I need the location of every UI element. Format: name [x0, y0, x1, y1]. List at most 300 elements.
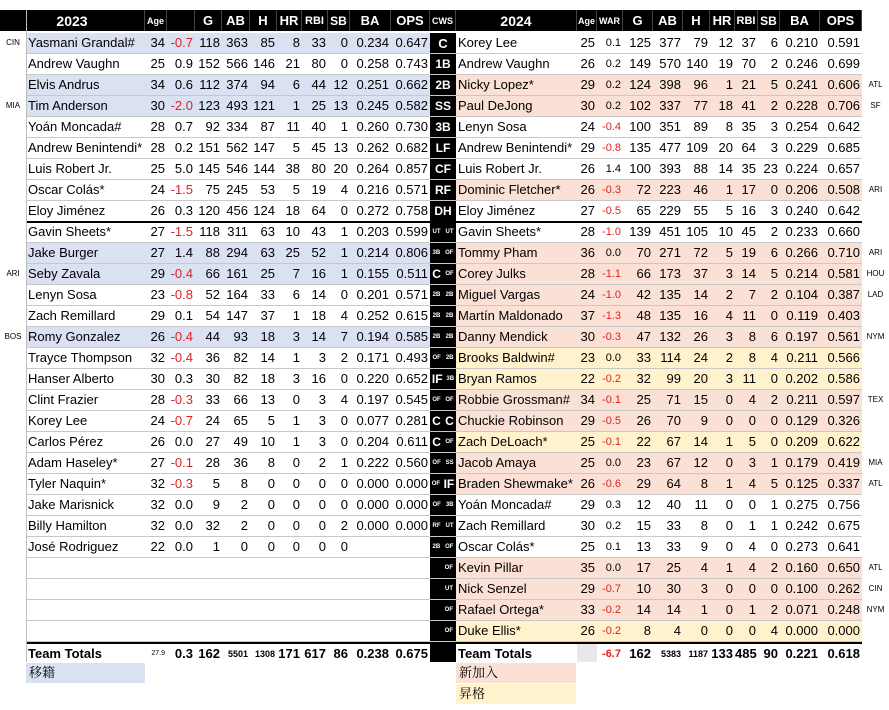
stat-2023-g: 32	[195, 516, 222, 536]
stat-2024-h: 109	[683, 138, 710, 158]
stat-2024-hr: 3	[710, 369, 735, 389]
stat-2024-g: 17	[623, 558, 653, 578]
stat-2023-g: 33	[195, 390, 222, 410]
stat-2024-hr: 5	[710, 243, 735, 263]
stat-2023-ab: 66	[222, 390, 250, 410]
stat-2024-g: 10	[623, 579, 653, 599]
stat-2024-h: 4	[683, 558, 710, 578]
stat-2023-ab: 161	[222, 264, 250, 284]
stat-2024-ba: 0.254	[780, 117, 820, 137]
stat-2023-ba: 0.000	[350, 516, 391, 536]
stat-2024-ba: 0.214	[780, 264, 820, 284]
position-2024: 2B	[445, 292, 454, 298]
stat-2024-h: 14	[683, 432, 710, 452]
player-name-2024: Corey Julks	[456, 264, 577, 284]
player-name-2023: Billy Hamilton	[26, 516, 145, 536]
player-name-2023: Zach Remillard	[26, 306, 145, 326]
stat-2023-ops: 0.582	[391, 96, 430, 116]
stat-2023-h: 33	[250, 285, 277, 305]
stat-2024-ab: 114	[653, 348, 683, 368]
stat-2023-sb: 0	[328, 495, 350, 515]
stat-2023-g: 5	[195, 474, 222, 494]
stat-2024-a: 27	[577, 201, 597, 221]
stat-2024-hr: 0	[710, 516, 735, 536]
stat-2024-ops: 0.561	[820, 327, 862, 347]
stat-2024-w: 0.0	[597, 243, 623, 263]
stat-2024-w: -0.7	[597, 579, 623, 599]
stat-2023-g	[195, 600, 222, 620]
player-name-2024: Luis Robert Jr.	[456, 159, 577, 179]
stat-2023-w: 0.9	[167, 54, 195, 74]
totals-middle-box	[430, 642, 456, 662]
stat-2024-g: 29	[623, 474, 653, 494]
stat-2024-rbi: 35	[735, 159, 758, 179]
stat-2023-w: -0.8	[167, 285, 195, 305]
position-box: CF	[430, 159, 456, 179]
stat-2023-hr: 0	[277, 495, 302, 515]
stat-2024-hr: 0	[710, 600, 735, 620]
player-name-2023: Luis Robert Jr.	[26, 159, 145, 179]
player-name-2023: Romy Gonzalez	[26, 327, 145, 347]
header-left-blank	[167, 10, 195, 31]
stat-2024-rbi: 21	[735, 75, 758, 95]
stat-2023-h: 0	[250, 537, 277, 557]
stat-2024-w: 0.0	[597, 453, 623, 473]
stat-2023-rbi: 16	[302, 369, 328, 389]
stat-2023-rbi: 2	[302, 453, 328, 473]
stat-2024-ops: 0.642	[820, 201, 862, 221]
team-totals-2023-g: 162	[195, 642, 222, 662]
stat-2024-ops: 0.756	[820, 495, 862, 515]
stat-2023-ba	[350, 600, 391, 620]
header-2023: 2023	[0, 10, 145, 31]
stat-2023-sb	[328, 558, 350, 578]
stat-2023-w: 1.4	[167, 243, 195, 263]
stat-2023-ops: 0.682	[391, 138, 430, 158]
stat-2023-h: 14	[250, 348, 277, 368]
team-totals-2023-rbi: 617	[302, 642, 328, 662]
stat-2023-h	[250, 600, 277, 620]
player-name-2023: Tyler Naquin*	[26, 474, 145, 494]
stat-2024-rbi: 8	[735, 348, 758, 368]
stat-2023-ops: 0.857	[391, 159, 430, 179]
stat-2024-w: -0.3	[597, 327, 623, 347]
position-2023: OF	[432, 502, 441, 508]
stat-2024-ops: 0.642	[820, 117, 862, 137]
stat-2023-sb: 0	[328, 54, 350, 74]
stat-2023-hr: 38	[277, 159, 302, 179]
stat-2023-h	[250, 579, 277, 599]
stat-2023-ops: 0.281	[391, 411, 430, 431]
stat-2024-g: 135	[623, 138, 653, 158]
stat-2024-hr: 0	[710, 621, 735, 641]
stat-2023-a	[145, 621, 167, 641]
stat-2024-h: 20	[683, 369, 710, 389]
stat-2023-rbi	[302, 600, 328, 620]
stat-2023-rbi: 3	[302, 432, 328, 452]
stat-2023-sb: 20	[328, 159, 350, 179]
player-name-2023: Adam Haseley*	[26, 453, 145, 473]
stat-2023-h: 13	[250, 390, 277, 410]
stat-2023-rbi: 25	[302, 96, 328, 116]
team-totals-2024-label: Team Totals	[456, 642, 577, 662]
stat-2024-a: 28	[577, 222, 597, 242]
header-right-age: Age	[577, 10, 597, 31]
stat-2024-ba: 0.233	[780, 222, 820, 242]
stat-2024-g: 100	[623, 117, 653, 137]
stat-2024-h: 9	[683, 537, 710, 557]
stat-2023-hr: 0	[277, 516, 302, 536]
stat-2024-ops: 0.586	[820, 369, 862, 389]
stat-2024-ba: 0.071	[780, 600, 820, 620]
stat-2023-rbi: 0	[302, 495, 328, 515]
stat-2023-w: 0.0	[167, 516, 195, 536]
stat-2023-w: -0.3	[167, 390, 195, 410]
header-left-hr: HR	[277, 10, 302, 31]
stat-2023-sb: 0	[328, 474, 350, 494]
stat-2024-sb: 3	[758, 117, 780, 137]
stat-2024-g: 42	[623, 285, 653, 305]
player-name-2024: Tommy Pham	[456, 243, 577, 263]
stat-2024-w: 0.1	[597, 537, 623, 557]
stat-2024-w: -1.0	[597, 222, 623, 242]
stat-2024-ba: 0.210	[780, 33, 820, 53]
stat-2024-ab: 132	[653, 327, 683, 347]
header-left-age: Age	[145, 10, 167, 31]
stat-2023-a	[145, 600, 167, 620]
stat-2023-hr: 10	[277, 222, 302, 242]
stat-2024-rbi: 4	[735, 558, 758, 578]
stat-2024-hr: 0	[710, 495, 735, 515]
stat-2024-ab: 223	[653, 180, 683, 200]
position-box: 3B	[430, 117, 456, 137]
stat-2024-h: 8	[683, 474, 710, 494]
stat-2023-ba: 0.252	[350, 306, 391, 326]
stat-2023-ab: 363	[222, 33, 250, 53]
stat-2023-a: 28	[145, 138, 167, 158]
stat-2023-sb: 13	[328, 138, 350, 158]
stat-2024-h: 15	[683, 390, 710, 410]
stat-2023-w: 0.7	[167, 117, 195, 137]
stat-2023-hr: 1	[277, 432, 302, 452]
stat-2023-sb: 4	[328, 390, 350, 410]
stat-2024-hr: 5	[710, 201, 735, 221]
stat-2023-sb: 1	[328, 453, 350, 473]
stat-2024-sb: 2	[758, 390, 780, 410]
stat-2024-g: 139	[623, 222, 653, 242]
stat-2024-ba: 0.100	[780, 579, 820, 599]
stat-2023-g	[195, 579, 222, 599]
player-name-2024: Zach DeLoach*	[456, 432, 577, 452]
stat-2023-ba: 0.245	[350, 96, 391, 116]
stat-2023-ba: 0.251	[350, 75, 391, 95]
position-2024: 2B	[445, 355, 454, 361]
stat-2024-rbi: 7	[735, 285, 758, 305]
stat-2023-ab: 334	[222, 117, 250, 137]
player-name-2023	[26, 558, 145, 578]
stat-2023-ops: 0.571	[391, 285, 430, 305]
stat-2024-ba: 0.119	[780, 306, 820, 326]
player-name-2023: Oscar Colás*	[26, 180, 145, 200]
stat-2023-h	[250, 621, 277, 641]
stat-2024-ops: 0.419	[820, 453, 862, 473]
stat-2023-a: 34	[145, 75, 167, 95]
stat-2023-sb: 0	[328, 537, 350, 557]
table-border	[26, 10, 27, 662]
stat-2024-w: -0.1	[597, 390, 623, 410]
stat-2023-ba	[350, 558, 391, 578]
stat-2024-ba: 0.160	[780, 558, 820, 578]
stat-2024-ab: 14	[653, 600, 683, 620]
stat-2023-hr: 5	[277, 180, 302, 200]
stat-2023-w: -1.5	[167, 180, 195, 200]
stat-2023-a: 30	[145, 369, 167, 389]
stat-2023-rbi: 45	[302, 138, 328, 158]
header-right-g: G	[623, 10, 653, 31]
stat-2023-hr	[277, 600, 302, 620]
row-note-right: CIN	[868, 584, 883, 593]
stat-2024-sb: 3	[758, 138, 780, 158]
stat-2024-hr: 12	[710, 33, 735, 53]
player-name-2024: Gavin Sheets*	[456, 222, 577, 242]
stat-2024-w: -0.2	[597, 600, 623, 620]
stat-2024-sb: 2	[758, 222, 780, 242]
stat-2024-w: 0.0	[597, 558, 623, 578]
stat-2023-ab	[222, 579, 250, 599]
position-box	[430, 243, 456, 263]
stat-2024-rbi: 5	[735, 432, 758, 452]
stat-2024-sb: 6	[758, 33, 780, 53]
player-name-2023: José Rodriguez	[26, 537, 145, 557]
stat-2024-w: 0.3	[597, 495, 623, 515]
stat-2023-rbi	[302, 621, 328, 641]
stat-2024-h: 12	[683, 453, 710, 473]
stat-2023-ops	[391, 537, 430, 557]
stat-2024-sb: 5	[758, 264, 780, 284]
stat-2023-sb: 1	[328, 117, 350, 137]
team-totals-2023-w: 0.3	[167, 642, 195, 662]
stat-2024-ops: 0.660	[820, 222, 862, 242]
stat-2024-a: 25	[577, 453, 597, 473]
header-left-ab: AB	[222, 10, 250, 31]
stat-2023-sb: 0	[328, 285, 350, 305]
stat-2023-a: 27	[145, 453, 167, 473]
team-totals-2024-h: 1187	[683, 642, 710, 662]
position-2024: OF	[444, 628, 453, 634]
stat-2024-sb: 0	[758, 411, 780, 431]
position-2023: 2B	[432, 292, 441, 298]
stat-2024-w: -0.8	[597, 138, 623, 158]
stat-2024-ops: 0.699	[820, 54, 862, 74]
stat-2023-rbi: 33	[302, 33, 328, 53]
team-totals-2024-w: -6.7	[597, 642, 623, 662]
stat-2024-w: 0.2	[597, 516, 623, 536]
stat-2023-ops: 0.599	[391, 222, 430, 242]
stat-2023-h: 146	[250, 54, 277, 74]
position-2023: 3B	[432, 250, 441, 256]
stat-2024-h: 3	[683, 579, 710, 599]
stat-2023-h: 5	[250, 411, 277, 431]
stat-2023-ba: 0.216	[350, 180, 391, 200]
stat-2023-sb: 0	[328, 201, 350, 221]
row-note-right: ATL	[868, 563, 883, 572]
stat-2023-ab: 311	[222, 222, 250, 242]
stat-2023-rbi: 0	[302, 474, 328, 494]
row-note-right: HOU	[866, 269, 885, 278]
position-2024: 3B	[446, 376, 455, 382]
stat-2024-ops: 0.710	[820, 243, 862, 263]
stat-2024-ba: 0.273	[780, 537, 820, 557]
position-box	[430, 390, 456, 410]
stat-2024-rbi: 4	[735, 537, 758, 557]
stat-2023-ab	[222, 621, 250, 641]
stat-2023-ba: 0.000	[350, 474, 391, 494]
stat-2023-ba: 0.258	[350, 54, 391, 74]
stat-2023-g: 66	[195, 264, 222, 284]
stat-2023-h	[250, 558, 277, 578]
stat-2024-g: 13	[623, 537, 653, 557]
stat-2023-g: 30	[195, 369, 222, 389]
stat-2023-a: 32	[145, 474, 167, 494]
stat-2023-ops: 0.611	[391, 432, 430, 452]
header-right-sb: SB	[758, 10, 780, 31]
stat-2023-ops: 0.571	[391, 180, 430, 200]
position-2024: OF	[444, 607, 453, 613]
stat-2024-ab: 67	[653, 453, 683, 473]
stat-2023-sb	[328, 600, 350, 620]
player-name-2023: Jake Burger	[26, 243, 145, 263]
position-box	[430, 495, 456, 515]
stat-2023-w: -0.7	[167, 33, 195, 53]
stat-2024-sb: 2	[758, 285, 780, 305]
stat-2023-g: 27	[195, 432, 222, 452]
stat-2023-ops	[391, 621, 430, 641]
stat-2024-ba: 0.000	[780, 621, 820, 641]
legend-new-player: 新加入	[456, 663, 576, 683]
stat-2023-ops: 0.743	[391, 54, 430, 74]
stat-2023-w: 0.6	[167, 75, 195, 95]
stat-2024-h: 105	[683, 222, 710, 242]
stat-2023-sb: 13	[328, 96, 350, 116]
stat-2023-sb: 2	[328, 516, 350, 536]
stat-2024-w: 0.2	[597, 96, 623, 116]
header-right-ab: AB	[653, 10, 683, 31]
stat-2023-w: 0.1	[167, 306, 195, 326]
stat-2024-w: -0.3	[597, 180, 623, 200]
stat-2023-a: 32	[145, 516, 167, 536]
position-2023: OF	[432, 397, 441, 403]
stat-2024-ops: 0.403	[820, 306, 862, 326]
stat-2024-g: 22	[623, 432, 653, 452]
stat-2024-g: 14	[623, 600, 653, 620]
stat-2024-a: 25	[577, 33, 597, 53]
stat-2024-a: 33	[577, 600, 597, 620]
team-totals-2024-sb: 90	[758, 642, 780, 662]
stat-2023-hr: 3	[277, 327, 302, 347]
stat-2023-ab	[222, 558, 250, 578]
stat-2024-a: 29	[577, 411, 597, 431]
stat-2023-hr: 5	[277, 138, 302, 158]
stat-2024-ops: 0.685	[820, 138, 862, 158]
stat-2023-h: 25	[250, 264, 277, 284]
stat-2024-ab: 40	[653, 495, 683, 515]
stat-2023-hr: 1	[277, 348, 302, 368]
stat-2023-sb: 12	[328, 75, 350, 95]
stat-2023-w: 0.0	[167, 495, 195, 515]
position-box	[430, 516, 456, 536]
position-box	[430, 537, 456, 557]
stat-2024-g: 15	[623, 516, 653, 536]
stat-2023-hr: 25	[277, 243, 302, 263]
player-name-2024: Paul DeJong	[456, 96, 577, 116]
row-note-right: NYM	[866, 605, 885, 614]
stat-2023-ba	[350, 537, 391, 557]
position-2024: OF	[445, 397, 454, 403]
stat-2024-ops: 0.262	[820, 579, 862, 599]
stat-2024-h: 46	[683, 180, 710, 200]
stat-2023-hr: 6	[277, 285, 302, 305]
stat-2024-hr: 0	[710, 579, 735, 599]
player-name-2024: Nicky Lopez*	[456, 75, 577, 95]
stat-2023-ops: 0.615	[391, 306, 430, 326]
starters-divider	[26, 221, 862, 223]
stat-2024-h: 96	[683, 75, 710, 95]
stat-2023-ab: 65	[222, 411, 250, 431]
header-left-ops: OPS	[391, 10, 430, 31]
stat-2023-w: -0.4	[167, 327, 195, 347]
position-box	[430, 411, 456, 431]
stat-2024-ops: 0.597	[820, 390, 862, 410]
stat-2024-rbi: 0	[735, 411, 758, 431]
stat-2024-g: 70	[623, 243, 653, 263]
team-totals-2024-ba: 0.221	[780, 642, 820, 662]
stat-2024-a: 34	[577, 390, 597, 410]
stat-2023-sb: 1	[328, 222, 350, 242]
player-name-2024: Braden Shewmake*	[456, 474, 577, 494]
player-name-2024: Kevin Pillar	[456, 558, 577, 578]
stat-2024-a: 26	[577, 180, 597, 200]
position-box	[430, 285, 456, 305]
player-name-2024: Brooks Baldwin#	[456, 348, 577, 368]
stat-2023-ops	[391, 579, 430, 599]
row-note-right: TEX	[867, 395, 884, 404]
stat-2023-g: 145	[195, 159, 222, 179]
stat-2023-ab: 49	[222, 432, 250, 452]
stat-2024-h: 77	[683, 96, 710, 116]
stat-2024-ba: 0.211	[780, 390, 820, 410]
position-2023: OF	[431, 481, 441, 487]
stat-2024-hr: 14	[710, 159, 735, 179]
stat-2023-sb: 4	[328, 306, 350, 326]
stat-2023-sb: 0	[328, 33, 350, 53]
position-box	[430, 600, 456, 620]
stat-2024-ops: 0.641	[820, 537, 862, 557]
header-cws: CWS	[430, 10, 456, 31]
stat-2024-rbi: 17	[735, 180, 758, 200]
stat-2024-ops: 0.387	[820, 285, 862, 305]
stat-2024-ops: 0.622	[820, 432, 862, 452]
stat-2024-w: -1.1	[597, 264, 623, 284]
stat-2023-h: 37	[250, 306, 277, 326]
stat-2024-ops: 0.657	[820, 159, 862, 179]
stat-2024-h: 0	[683, 621, 710, 641]
stat-2024-h: 11	[683, 495, 710, 515]
stat-2024-ops: 0.706	[820, 96, 862, 116]
stat-2023-ba: 0.077	[350, 411, 391, 431]
stat-2024-ba: 0.240	[780, 201, 820, 221]
stat-2024-ba: 0.209	[780, 432, 820, 452]
stat-2023-ba: 0.000	[350, 495, 391, 515]
